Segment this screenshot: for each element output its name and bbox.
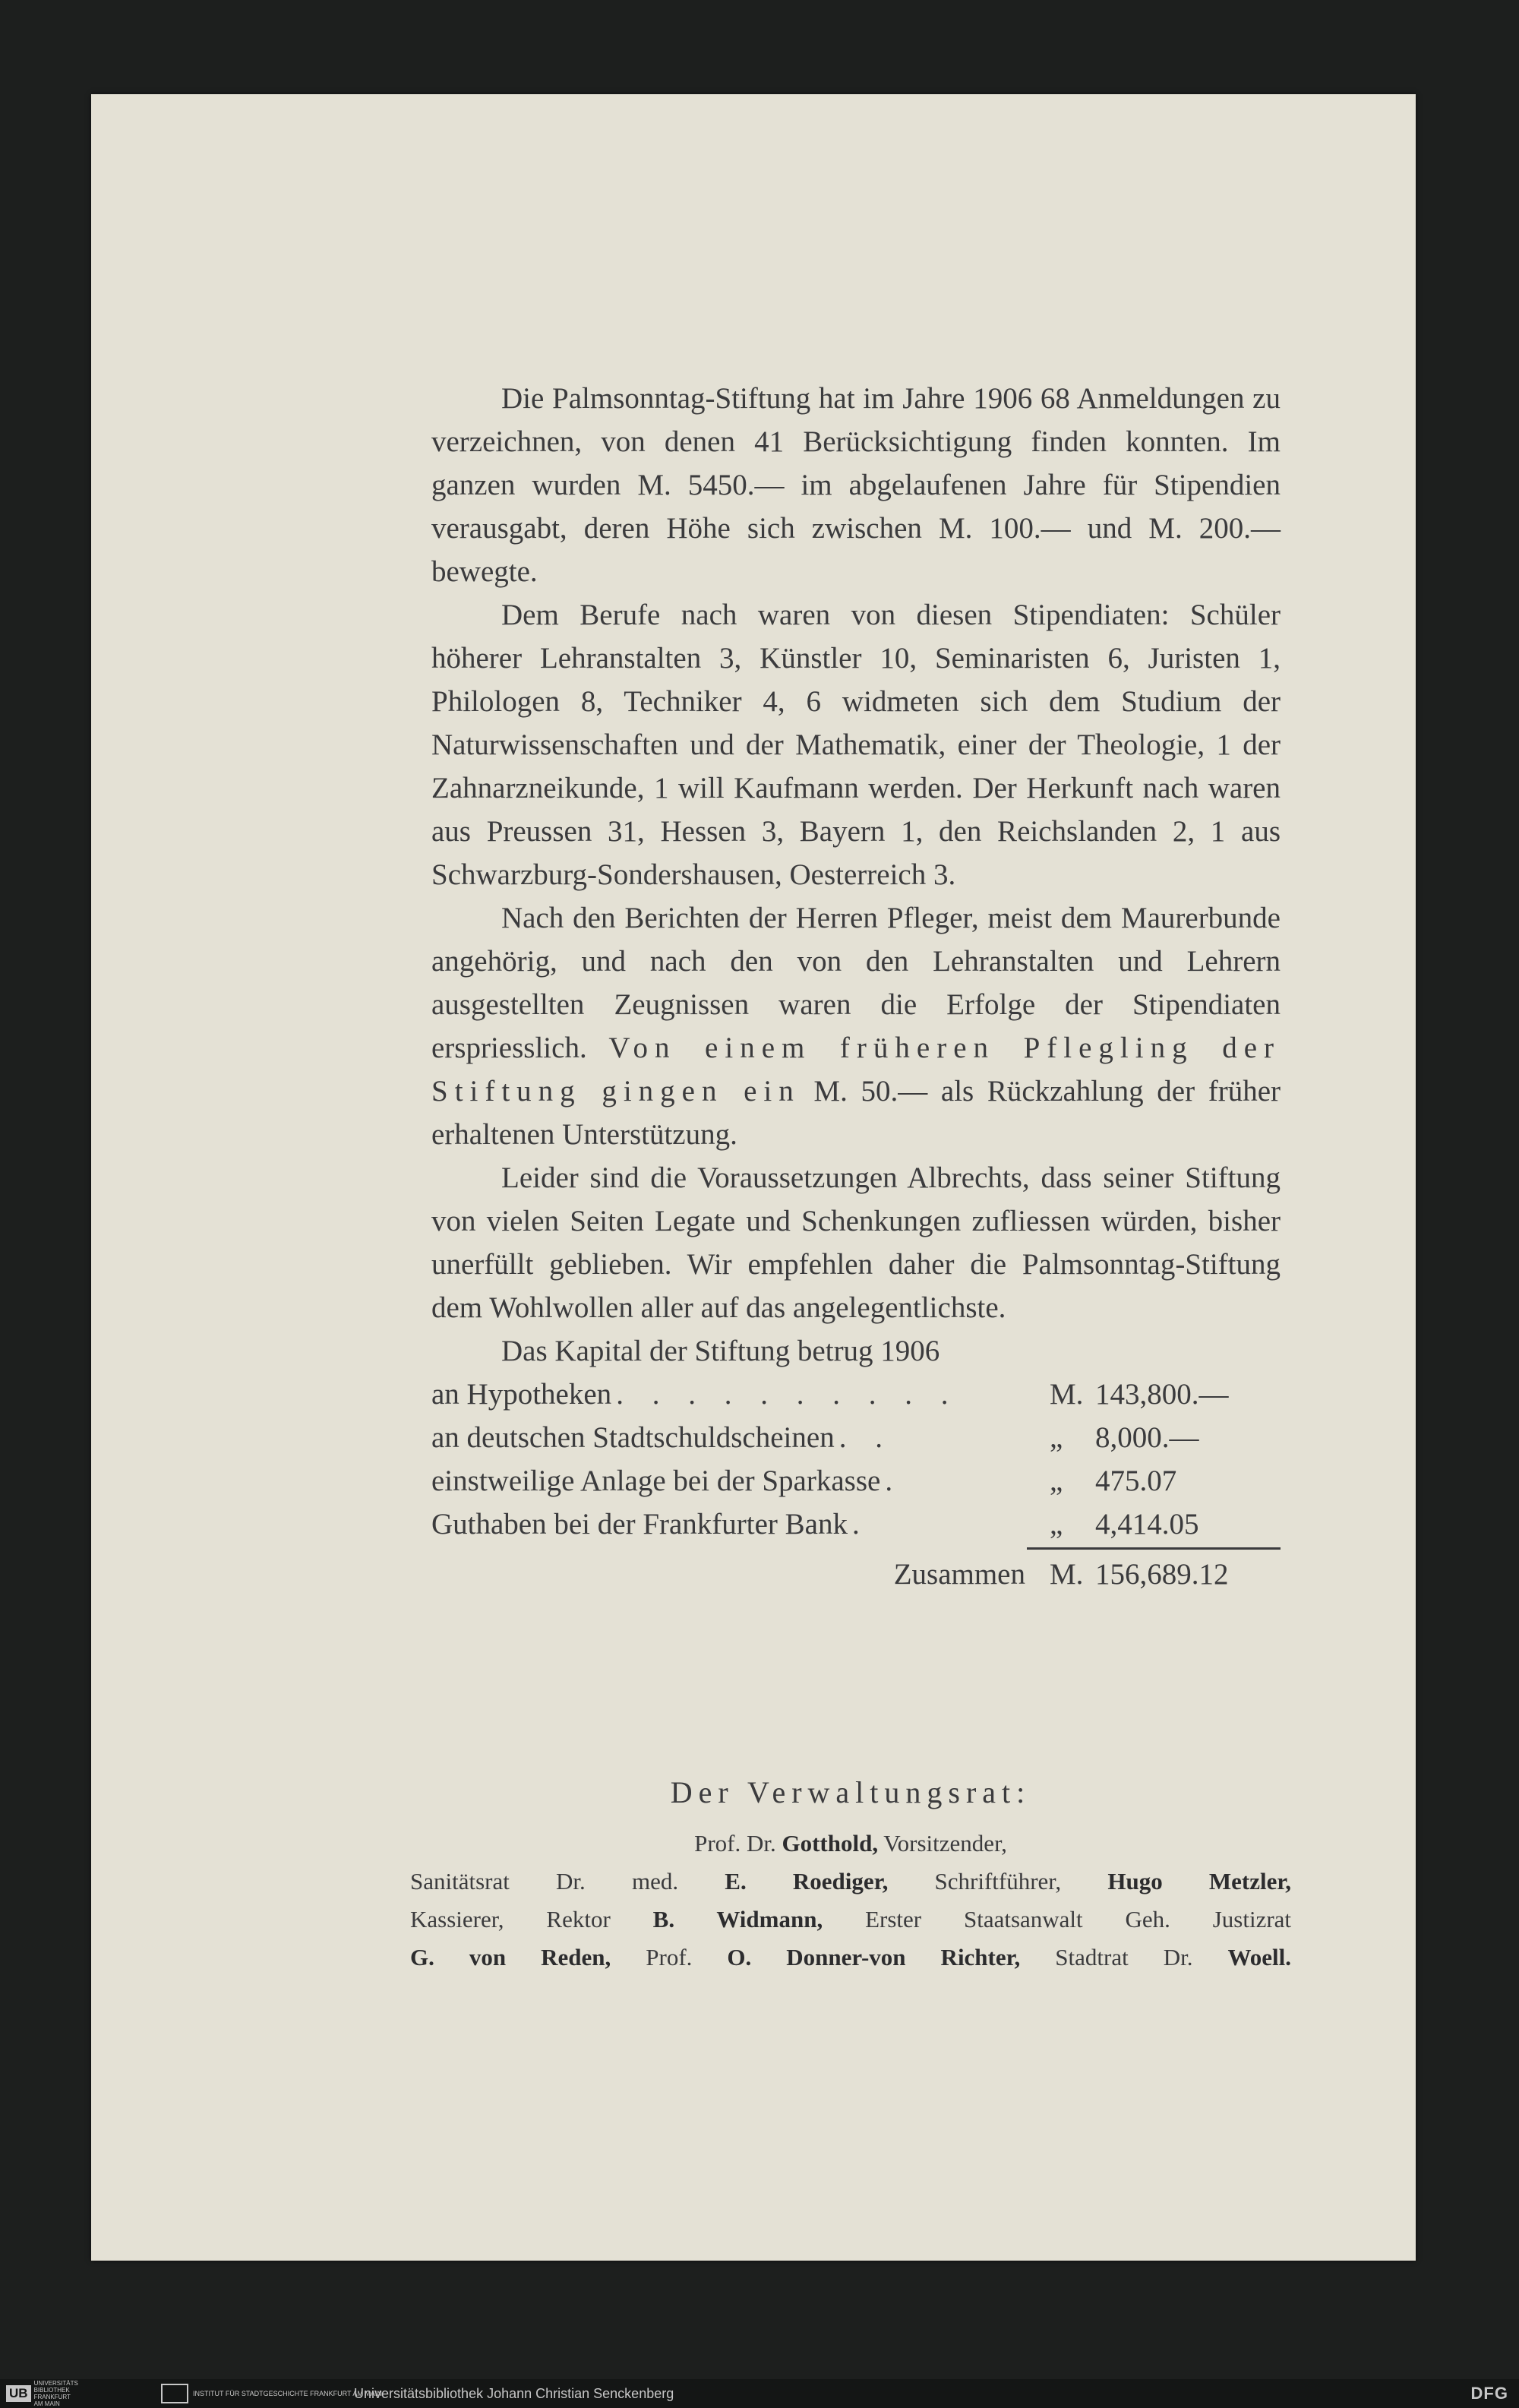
- ub-logo-mark: UB: [6, 2385, 31, 2402]
- board-line: [410, 1825, 1291, 1863]
- capital-row: [431, 1459, 1281, 1503]
- capital-total-label: Zusammen: [893, 1558, 1025, 1591]
- capital-total-currency: M.: [1050, 1558, 1084, 1591]
- institute-logo-icon: [161, 2384, 188, 2403]
- board-member-name: Gotthold,: [782, 1830, 879, 1857]
- board-line: [410, 1901, 1291, 1939]
- reports-spaced-text: Von einem früheren Pflegling der Stiftung gingen ein: [431, 1032, 1281, 1108]
- capital-total-amount: 156,689.12: [1095, 1558, 1229, 1591]
- board-text: Prof.: [646, 1944, 693, 1970]
- board-line: [410, 1939, 1291, 1977]
- board-text: Stadtrat Dr.: [1055, 1944, 1193, 1970]
- capital-row-dots: .: [851, 1508, 870, 1541]
- capital-title: Das Kapital der Stiftung betrug 1906: [501, 1335, 940, 1367]
- capital-row-currency: „: [1050, 1508, 1063, 1541]
- capital-row: [431, 1503, 1281, 1546]
- paragraph-appeal: Leider sind die Voraussetzungen Albrechts, dass seiner Stiftung von vielen Seiten Legate und Schenkungen zufliessen würden, bisher unerfüllt geblieben. Wir empfehlen daher die Palmsonntag-Stiftung dem Wohlwollen aller auf das angelegentlichste.: [431, 1161, 1281, 1324]
- board-member-name: B. Widmann,: [652, 1906, 823, 1932]
- capital-row: [431, 1416, 1281, 1459]
- dfg-logo[interactable]: DFG: [1470, 2384, 1508, 2403]
- board-text: Vorsitzender,: [883, 1830, 1007, 1857]
- capital-row-amount: 475.07: [1095, 1465, 1177, 1497]
- board-member-name: G. von Reden,: [410, 1944, 611, 1970]
- sum-rule: [1027, 1547, 1281, 1553]
- reports-repayment-text: M. 50.— als Rückzahlung der früher erhaltenen Unterstützung.: [431, 1075, 1281, 1151]
- viewer-footer: [0, 2379, 1519, 2408]
- board-text: Kassierer, Rektor: [410, 1906, 611, 1932]
- capital-row-dots: . .: [838, 1421, 893, 1454]
- board-member-name: Woell.: [1227, 1944, 1291, 1970]
- report-text: [431, 377, 1281, 1596]
- reports-text: Nach den Berichten der Herren Pfleger, meist dem Maurerbunde angehörig, und nach den von den Lehranstalten und Lehrern ausgestellten Zeugnissen waren die Erfolge der Stipendiaten erspriesslich.: [431, 902, 1281, 1064]
- capital-row-amount: 8,000.—: [1095, 1421, 1199, 1454]
- capital-table: [431, 1373, 1281, 1596]
- board-text: Sanitätsrat Dr. med.: [410, 1868, 679, 1894]
- capital-row-label: einstweilige Anlage bei der Sparkasse: [431, 1465, 881, 1497]
- board-signatures: [410, 1770, 1291, 1977]
- board-member-name: O. Donner-von Richter,: [727, 1944, 1021, 1970]
- board-title: Der Verwaltungsrat:: [670, 1775, 1031, 1809]
- ub-logo-text: UNIVERSITÄTS BIBLIOTHEK FRANKFURT AM MAIN: [33, 2380, 78, 2407]
- institute-logo[interactable]: [161, 2384, 382, 2403]
- board-line: [410, 1863, 1291, 1901]
- ub-logo[interactable]: [6, 2380, 78, 2407]
- paragraph-applications: Die Palmsonntag-Stiftung hat im Jahre 1906 68 Anmeldungen zu verzeichnen, von denen 41 Berücksichtigung finden konnten. Im ganzen wurden M. 5450.— im abgelaufenen Jahre für Stipendien verausgabt, deren Höhe sich zwischen M. 100.— und M. 200.— bewegte.: [431, 382, 1281, 588]
- capital-row: [431, 1373, 1281, 1416]
- capital-row-amount: 143,800.—: [1095, 1378, 1229, 1411]
- capital-row-currency: „: [1050, 1421, 1063, 1454]
- document-page: [91, 94, 1416, 2261]
- capital-row-currency: „: [1050, 1465, 1063, 1497]
- board-text: Prof. Dr.: [694, 1830, 776, 1857]
- capital-row-amount: 4,414.05: [1095, 1508, 1199, 1541]
- capital-row-currency: M.: [1050, 1378, 1084, 1411]
- board-member-name: E. Roediger,: [725, 1868, 889, 1894]
- institute-logo-text: INSTITUT FÜR STADTGESCHICHTE FRANKFURT AM MAIN: [193, 2390, 382, 2397]
- board-text: Erster Staatsanwalt Geh. Justizrat: [865, 1906, 1292, 1932]
- capital-row-dots: . . . . . . . . . .: [616, 1378, 959, 1411]
- paragraph-reports: [431, 896, 1281, 1156]
- library-credit: Universitätsbibliothek Johann Christian Senckenberg: [354, 2386, 674, 2401]
- capital-row-label: an deutschen Stadtschuldscheinen: [431, 1421, 835, 1454]
- capital-row-label: Guthaben bei der Frankfurter Bank: [431, 1508, 848, 1541]
- paragraph-professions: Dem Berufe nach waren von diesen Stipendiaten: Schüler höherer Lehranstalten 3, Künstler 10, Seminaristen 6, Juristen 1, Philologen 8, Techniker 4, 6 widmeten sich dem Studium der Naturwissenschaften und der Mathematik, einer der Theologie, 1 der Zahnarzneikunde, 1 will Kaufmann werden. Der Herkunft nach waren aus Preussen 31, Hessen 3, Bayern 1, den Reichslanden 2, 1 aus Schwarzburg-Sondershausen, Oesterreich 3.: [431, 599, 1281, 891]
- capital-row-label: an Hypotheken: [431, 1378, 612, 1411]
- board-member-name: Hugo Metzler,: [1107, 1868, 1292, 1894]
- capital-row-dots: .: [885, 1465, 904, 1497]
- board-text: Schriftführer,: [934, 1868, 1062, 1894]
- capital-total-row: [431, 1553, 1281, 1596]
